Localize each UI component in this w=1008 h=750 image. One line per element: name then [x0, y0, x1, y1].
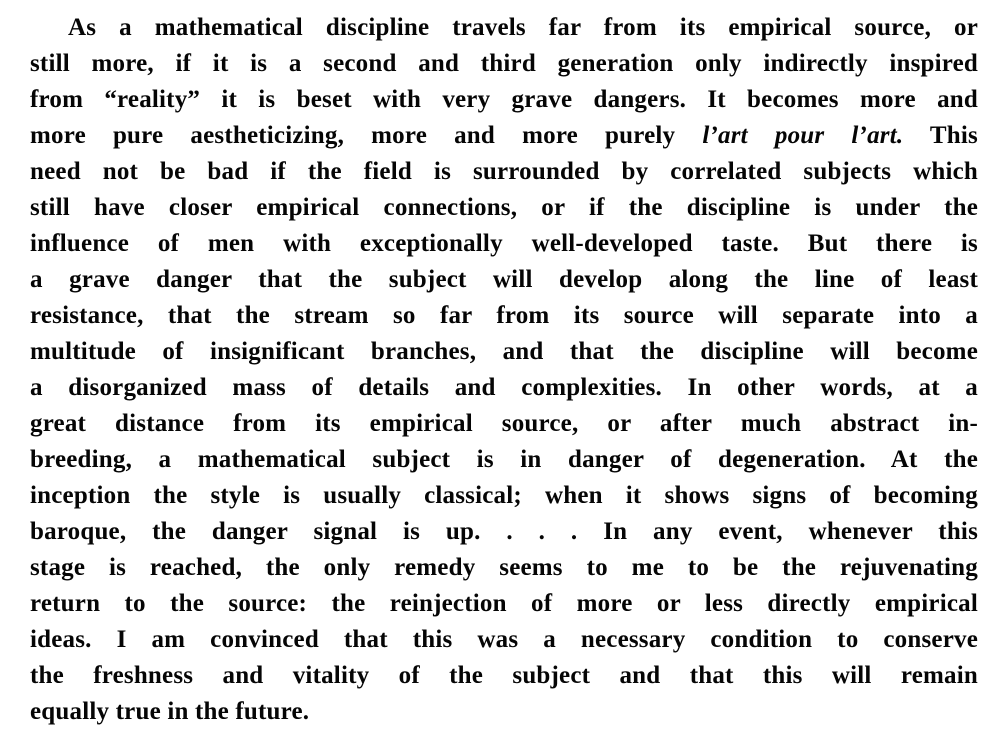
text-line: breeding, a mathematical subject is in danger of degeneration. At the [30, 446, 978, 473]
text-line: return to the source: the reinjection of more or less directly empirical [30, 590, 978, 617]
text-line: multitude of insignificant branches, and that the discipline will become [30, 338, 978, 365]
text-line: As a mathematical discipline travels far from its empirical source, or [68, 14, 978, 41]
text-line: need not be bad if the field is surrounded by correlated subjects which [30, 158, 978, 185]
text-line: still have closer empirical connections, or if the discipline is under the [30, 194, 978, 221]
text-segment: This [903, 122, 978, 149]
text-line: inception the style is usually classical; when it shows signs of becoming [30, 482, 978, 509]
text-line: from “reality” it is beset with very grave dangers. It becomes more and [30, 86, 978, 113]
text-line: stage is reached, the only remedy seems to me to be the rejuvenating [30, 554, 978, 581]
text-line: the freshness and vitality of the subject and that this will remain [30, 662, 978, 689]
italic-phrase: l’art pour l’art. [702, 122, 904, 149]
text-segment: more pure aestheticizing, more and more purely [30, 122, 703, 149]
text-line: great distance from its empirical source, or after much abstract in- [30, 410, 978, 437]
paragraph [30, 10, 978, 730]
text-line: still more, if it is a second and third generation only indirectly inspired [30, 50, 978, 77]
text-line: ideas. I am convinced that this was a necessary condition to conserve [30, 626, 978, 653]
text-line: equally true in the future. [30, 698, 310, 725]
text-line: resistance, that the stream so far from its source will separate into a [30, 302, 978, 329]
text-line: a disorganized mass of details and complexities. In other words, at a [30, 374, 978, 401]
text-line: baroque, the danger signal is up. . . . In any event, whenever this [30, 518, 978, 545]
text-line-with-italic [30, 118, 978, 154]
text-line: a grave danger that the subject will develop along the line of least [30, 266, 978, 293]
text-line: influence of men with exceptionally well-developed taste. But there is [30, 230, 978, 257]
